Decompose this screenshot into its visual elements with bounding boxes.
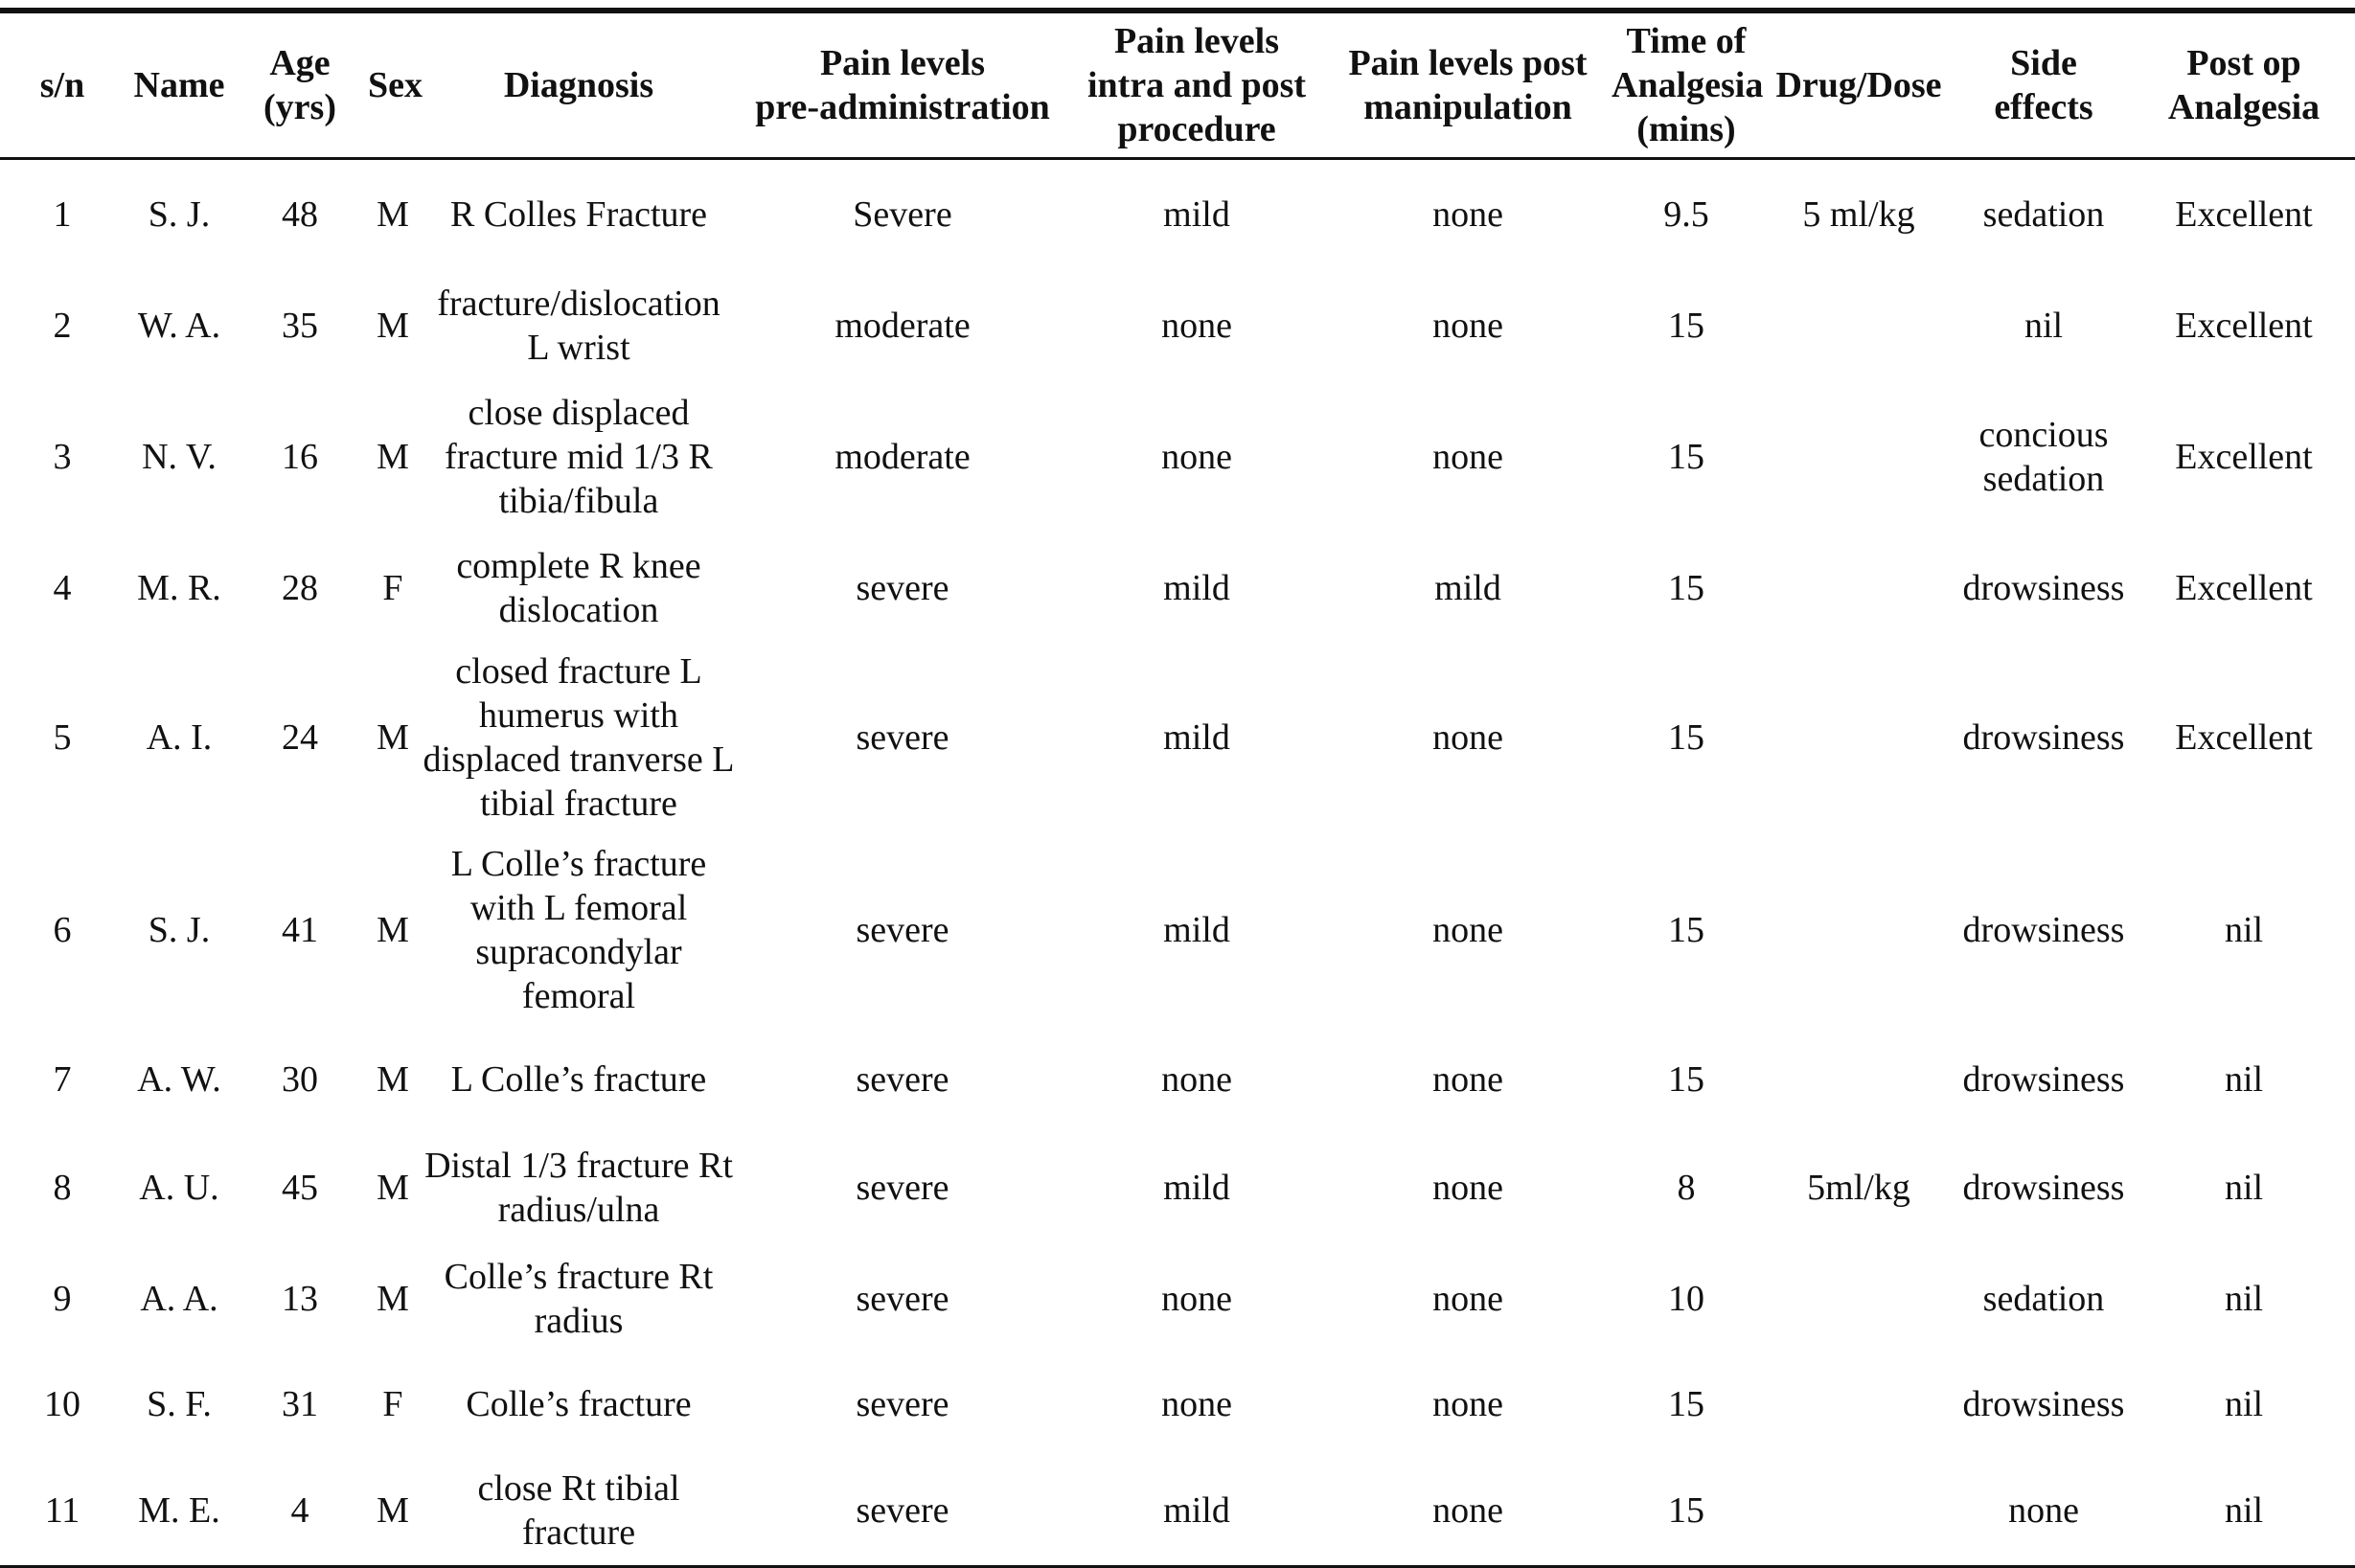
column-header-post-op <box>2133 12 2355 159</box>
cell-name: A. U. <box>139 1167 219 1208</box>
cell-pain-intra: mild <box>1067 1456 1326 1567</box>
cell-sn: 5 <box>53 716 72 758</box>
cell-drug-dose: 5 ml/kg <box>1802 194 1915 236</box>
column-header-line: Sex <box>368 65 423 105</box>
table-row <box>0 1352 2355 1456</box>
cell-age: 48 <box>282 194 318 236</box>
table-row <box>0 533 2355 644</box>
cell-time: 15 <box>1668 305 1704 346</box>
cell-side-effects: sedation <box>1982 1278 2105 1319</box>
cell-pain-intra: mild <box>1163 716 1230 758</box>
cell-sex: M <box>377 194 409 236</box>
cell-time: 15 <box>1668 716 1704 758</box>
cell-pain-intra: none <box>1161 305 1232 346</box>
cell-sn: 1 <box>53 194 72 236</box>
table-header-row <box>0 12 2355 159</box>
cell-diagnosis: L Colle’s fracture with L femoral supracondylar femoral <box>450 843 707 1016</box>
table-row <box>0 644 2355 831</box>
cell-pain-pre: moderate <box>835 436 971 477</box>
column-header-line: pre-administration <box>755 87 1050 127</box>
cell-time: 9.5 <box>1663 194 1709 236</box>
cell-side-effects: drowsiness <box>1962 1058 2125 1100</box>
cell-post-op: nil <box>2224 1278 2264 1319</box>
column-header-line: Time of <box>1626 21 1747 61</box>
cell-age: 41 <box>282 909 318 950</box>
cell-name: S. J. <box>148 909 211 950</box>
cell-side-effects: drowsiness <box>1962 1383 2125 1424</box>
cell-time: 8 <box>1677 1167 1696 1208</box>
cell-diagnosis: L Colle’s fracture <box>450 1058 707 1100</box>
cell-side-effects: drowsiness <box>1962 1167 2125 1208</box>
cell-post-op: nil <box>2224 1058 2264 1100</box>
column-header-line: Side <box>2010 43 2077 83</box>
cell-diagnosis: Colle’s fracture Rt radius <box>444 1256 714 1341</box>
table-row <box>0 381 2355 533</box>
cell-drug-dose <box>1763 1456 1955 1567</box>
cell-post-op: Excellent <box>2175 305 2313 346</box>
cell-side-effects: drowsiness <box>1962 716 2125 758</box>
cell-drug-dose <box>1763 381 1955 533</box>
column-header-line: Post op <box>2186 43 2301 83</box>
patient-table <box>0 8 2355 1568</box>
cell-pain-post: none <box>1432 1383 1503 1424</box>
cell-sn: 11 <box>0 1456 125 1567</box>
cell-sn: 7 <box>53 1058 72 1100</box>
cell-time: 15 <box>1610 1456 1763 1567</box>
cell-pain-pre: severe <box>856 909 949 950</box>
column-header-line: Age <box>269 43 331 83</box>
column-header-line: Analgesia <box>1612 65 1764 105</box>
cell-age: 24 <box>282 716 318 758</box>
cell-diagnosis: R Colles Fracture <box>449 194 708 236</box>
column-header-line: (mins) <box>1636 109 1736 149</box>
table-row <box>0 1245 2355 1352</box>
cell-drug-dose <box>1763 270 1955 381</box>
cell-sex: M <box>377 1278 409 1319</box>
table-row <box>0 1029 2355 1130</box>
cell-name: N. V. <box>142 436 217 477</box>
cell-drug-dose <box>1763 831 1955 1029</box>
cell-side-effects: drowsiness <box>1962 567 2125 608</box>
cell-pain-pre: severe <box>856 1383 949 1424</box>
column-header-pain-post <box>1326 12 1610 159</box>
cell-side-effects: concious sedation <box>1978 414 2109 499</box>
cell-side-effects: none <box>1955 1456 2133 1567</box>
cell-age: 13 <box>282 1278 318 1319</box>
column-header-line: Diagnosis <box>503 65 654 105</box>
column-header-line: manipulation <box>1363 87 1572 127</box>
cell-post-op: Excellent <box>2175 436 2313 477</box>
cell-name: A. W. <box>137 1058 221 1100</box>
column-header-sn <box>0 12 125 159</box>
column-header-line: effects <box>1994 87 2093 127</box>
cell-diagnosis: close Rt tibial fracture <box>420 1456 738 1567</box>
cell-time: 15 <box>1668 909 1704 950</box>
column-header-line: Pain levels post <box>1348 43 1588 83</box>
cell-side-effects: nil <box>2023 305 2064 346</box>
cell-name: A. I. <box>146 716 213 758</box>
cell-sex: M <box>377 1058 409 1100</box>
cell-pain-post: none <box>1432 1058 1503 1100</box>
cell-diagnosis: complete R knee dislocation <box>456 545 701 630</box>
cell-sn: 2 <box>53 305 72 346</box>
cell-sn: 8 <box>53 1167 72 1208</box>
cell-post-op: Excellent <box>2175 716 2313 758</box>
column-header-line: intra and post <box>1086 65 1307 105</box>
cell-diagnosis: fracture/dislocation L wrist <box>437 283 720 368</box>
column-header-line: (yrs) <box>263 87 336 127</box>
cell-age: 35 <box>282 305 318 346</box>
cell-pain-intra: none <box>1161 1058 1232 1100</box>
cell-age: 45 <box>282 1167 318 1208</box>
cell-age: 16 <box>282 436 318 477</box>
table-body <box>0 159 2355 1567</box>
cell-pain-post: none <box>1432 716 1503 758</box>
column-header-line: Pain levels <box>1113 21 1280 61</box>
cell-sex: F <box>382 567 403 608</box>
cell-drug-dose: 5ml/kg <box>1807 1167 1910 1208</box>
cell-time: 15 <box>1668 567 1704 608</box>
cell-sex: M <box>366 1456 420 1567</box>
cell-pain-intra: none <box>1161 436 1232 477</box>
cell-diagnosis: Colle’s fracture <box>466 1383 692 1424</box>
table-row <box>0 1456 2355 1567</box>
column-header-line: Name <box>133 65 225 105</box>
cell-pain-pre: severe <box>738 1456 1067 1567</box>
cell-age: 31 <box>282 1383 318 1424</box>
column-header-line: procedure <box>1117 109 1276 149</box>
column-header-line: s/n <box>39 65 85 105</box>
cell-pain-post: none <box>1432 194 1503 236</box>
column-header-line: Pain levels <box>819 43 986 83</box>
cell-pain-post: mild <box>1434 567 1501 608</box>
table-row <box>0 1130 2355 1245</box>
cell-pain-post: none <box>1432 1167 1503 1208</box>
column-header-line: Analgesia <box>2167 87 2321 127</box>
cell-sex: M <box>377 305 409 346</box>
cell-sn: 3 <box>53 436 72 477</box>
cell-post-op: Excellent <box>2175 194 2313 236</box>
column-header-side-effects <box>1955 12 2133 159</box>
cell-pain-post: none <box>1432 305 1503 346</box>
cell-time: 15 <box>1668 1058 1704 1100</box>
cell-pain-intra: mild <box>1163 567 1230 608</box>
cell-pain-intra: mild <box>1163 1167 1230 1208</box>
cell-pain-post: none <box>1432 909 1503 950</box>
column-header-name <box>125 12 234 159</box>
cell-post-op: nil <box>2224 909 2264 950</box>
cell-time: 10 <box>1668 1278 1704 1319</box>
cell-pain-post: none <box>1326 1456 1610 1567</box>
cell-sex: F <box>382 1383 403 1424</box>
cell-sn: 10 <box>44 1383 80 1424</box>
cell-pain-pre: severe <box>856 716 949 758</box>
cell-pain-pre: Severe <box>853 194 952 236</box>
cell-sex: M <box>377 716 409 758</box>
cell-name: S. F. <box>147 1383 212 1424</box>
cell-side-effects: sedation <box>1982 194 2105 236</box>
cell-post-op: nil <box>2224 1383 2264 1424</box>
cell-pain-intra: mild <box>1163 909 1230 950</box>
cell-sn: 4 <box>53 567 72 608</box>
cell-sex: M <box>377 909 409 950</box>
column-header-sex <box>366 12 423 159</box>
cell-sex: M <box>377 436 409 477</box>
patient-table-container <box>0 8 2355 1568</box>
cell-post-op: nil <box>2224 1167 2264 1208</box>
cell-side-effects: drowsiness <box>1962 909 2125 950</box>
cell-name: M. R. <box>137 567 221 608</box>
cell-post-op: Excellent <box>2175 567 2313 608</box>
cell-drug-dose <box>1763 1245 1955 1352</box>
cell-pain-pre: severe <box>856 1167 949 1208</box>
cell-name: W. A. <box>137 305 221 346</box>
column-header-pain-intra <box>1067 12 1326 159</box>
cell-diagnosis: close displaced fracture mid 1/3 R tibia/fibula <box>445 392 713 521</box>
cell-sn: 9 <box>53 1278 72 1319</box>
cell-age: 4 <box>234 1456 366 1567</box>
cell-drug-dose <box>1763 533 1955 644</box>
cell-drug-dose <box>1763 644 1955 831</box>
cell-name: S. J. <box>148 194 211 236</box>
cell-pain-intra: mild <box>1163 194 1230 236</box>
cell-age: 28 <box>282 567 318 608</box>
cell-pain-post: none <box>1432 436 1503 477</box>
cell-pain-pre: moderate <box>835 305 971 346</box>
column-header-age <box>234 12 366 159</box>
cell-age: 30 <box>282 1058 318 1100</box>
cell-diagnosis: closed fracture L humerus with displaced tranverse L tibial fracture <box>423 650 735 824</box>
table-row <box>0 831 2355 1029</box>
cell-sn: 6 <box>53 909 72 950</box>
cell-drug-dose <box>1763 1029 1955 1130</box>
cell-pain-pre: severe <box>856 1058 949 1100</box>
cell-sex: M <box>377 1167 409 1208</box>
cell-post-op: nil <box>2133 1456 2355 1567</box>
column-header-line: Drug/Dose <box>1775 65 1942 105</box>
cell-time: 15 <box>1668 436 1704 477</box>
cell-diagnosis: Distal 1/3 fracture Rt radius/ulna <box>424 1145 733 1230</box>
cell-name: M. E. <box>125 1456 234 1567</box>
column-header-pain-pre <box>738 12 1067 159</box>
cell-time: 15 <box>1668 1383 1704 1424</box>
column-header-drug-dose <box>1763 12 1955 159</box>
cell-name: A. A. <box>140 1278 218 1319</box>
cell-pain-pre: severe <box>856 567 949 608</box>
cell-drug-dose <box>1763 1352 1955 1456</box>
table-row <box>0 270 2355 381</box>
table-row <box>0 159 2355 270</box>
cell-pain-post: none <box>1432 1278 1503 1319</box>
cell-pain-pre: severe <box>856 1278 949 1319</box>
column-header-diagnosis <box>420 12 738 159</box>
column-header-time <box>1610 12 1763 159</box>
cell-pain-intra: none <box>1161 1383 1232 1424</box>
cell-pain-intra: none <box>1161 1278 1232 1319</box>
